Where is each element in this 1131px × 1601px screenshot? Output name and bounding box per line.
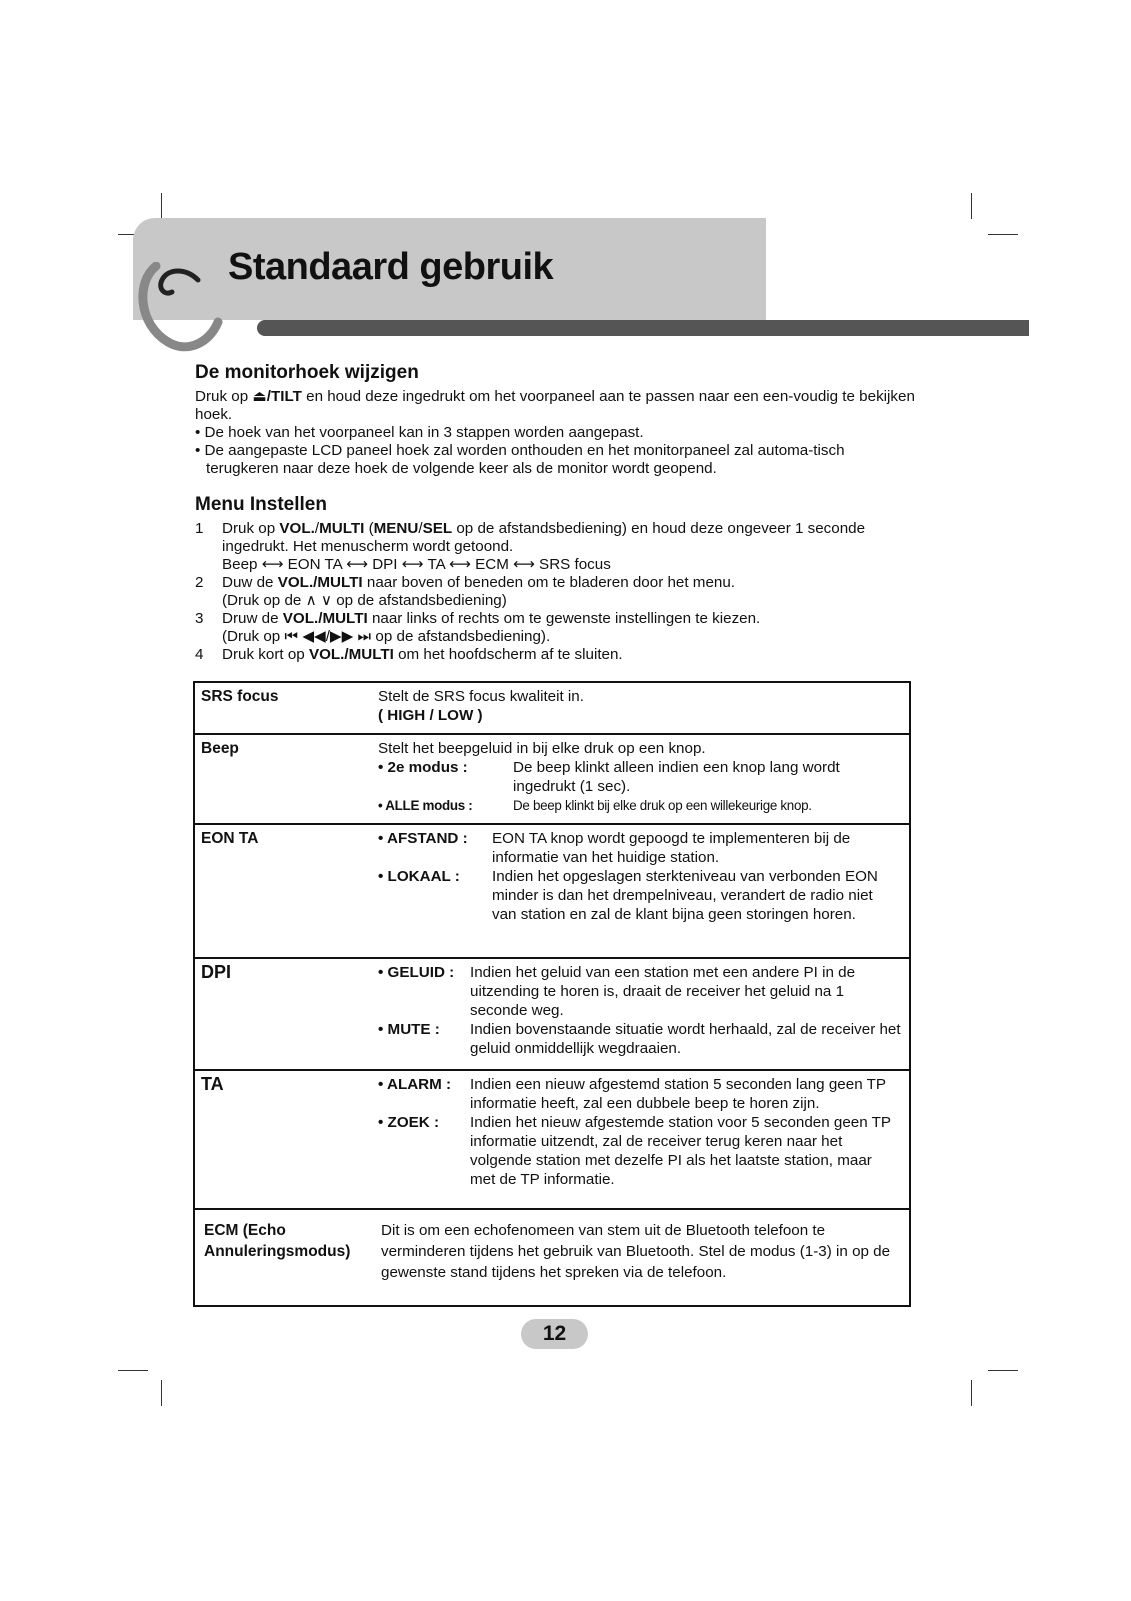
row-description <box>378 963 901 1058</box>
tilt-key: ⏏/TILT <box>252 388 302 405</box>
step-text <box>222 574 915 592</box>
option-value: Indien het opgeslagen sterkteniveau van verbonden EON minder is dan het drempelniveau, verandert de radio niet van station en zal de klant bijna geen storingen horen. <box>492 868 878 923</box>
crop-mark <box>988 234 1018 235</box>
option-key: • LOKAAL : <box>378 868 460 885</box>
option-key: • ALLE modus : <box>378 798 473 813</box>
row-options: ( HIGH / LOW ) <box>378 707 483 724</box>
row-description <box>378 687 901 725</box>
key-label: VOL./MULTI <box>277 574 363 591</box>
option-key: • GELUID : <box>378 964 455 981</box>
step-text-part: / <box>314 520 320 537</box>
table-row-dpi <box>195 959 909 1071</box>
step-text-part: naar links of rechts om te gewenste instellingen te kiezen. <box>367 610 761 627</box>
bullet-text: De hoek van het voorpaneel kan in 3 stappen worden aangepast. <box>204 424 644 441</box>
section-title-monitor: De monitorhoek wijzigen <box>195 362 419 383</box>
step-number: 3 <box>195 610 204 627</box>
row-label: DPI <box>201 962 232 982</box>
option-value: Indien een nieuw afgestemd station 5 seconden lang geen TP informatie heeft, zal een dubbele beep te horen zijn. <box>470 1076 886 1112</box>
bullet-item: • De aangepaste LCD paneel hoek zal worden onthouden en het monitorpaneel zal automa-tisch terugkeren naar deze hoek de volgende keer als de monitor wordt geopend. <box>195 442 845 477</box>
row-description <box>378 829 901 924</box>
swirl-icon <box>128 262 228 362</box>
bullet-item: • De hoek van het voorpaneel kan in 3 stappen worden aangepast. <box>195 424 644 441</box>
option-value: Indien het geluid van een station met een andere PI in de uitzending te horen is, draait de receiver het geluid na 1 seconde weg. <box>470 964 856 1019</box>
step-text-part: Druk kort op <box>222 646 309 663</box>
step-text-part: ( <box>364 520 374 537</box>
crop-mark <box>971 1380 972 1406</box>
step-text <box>222 520 915 556</box>
settings-table <box>193 681 911 1307</box>
step-text-part: Duw de <box>222 574 278 591</box>
row-label-line: ECM (Echo <box>204 1222 286 1239</box>
step-note: (Druk op de ∧ ∨ op de afstandsbediening) <box>222 592 507 609</box>
crop-mark <box>161 193 162 219</box>
option-item <box>378 1020 901 1058</box>
option-value: De beep klinkt alleen indien een knop lang wordt ingedrukt (1 sec). <box>513 759 840 795</box>
section-title-menu: Menu Instellen <box>195 494 327 515</box>
intro-text: en houd deze ingedrukt om het voorpaneel aan te passen naar een een-voudig te bekijken hoek. <box>195 388 915 423</box>
row-label-line: Annuleringsmodus) <box>204 1243 351 1260</box>
bullet-text: De aangepaste LCD paneel hoek zal worden onthouden en het monitorpaneel zal automa-tisch terugkeren naar deze hoek de volgende keer als de monitor wordt geopend. <box>204 442 845 477</box>
step-text-part: op de afstandsbediening) en houd deze ongeveer 1 seconde ingedrukt. Het menuscherm wordt getoond. <box>222 520 866 555</box>
row-label: SRS focus <box>201 688 279 705</box>
menu-steps <box>195 520 915 664</box>
step-item <box>195 646 915 664</box>
row-label <box>204 1220 350 1262</box>
monitor-intro <box>195 388 915 424</box>
step-text-part: om het hoofdscherm af te sluiten. <box>393 646 623 663</box>
option-item <box>378 867 901 924</box>
table-row-ta <box>195 1071 909 1210</box>
option-item <box>378 758 901 796</box>
table-row-eonta <box>195 825 909 959</box>
key-label: VOL./MULTI <box>282 610 368 627</box>
step-text-part: Druw de <box>222 610 283 627</box>
header-underline-bar <box>257 320 1029 336</box>
monitor-section-body <box>195 388 915 478</box>
menu-sequence: Beep ⟷ EON TA ⟷ DPI ⟷ TA ⟷ ECM ⟷ SRS focus <box>222 556 611 573</box>
table-row-srs <box>195 683 909 735</box>
key-label: MULTI <box>319 520 365 537</box>
key-label: VOL./MULTI <box>308 646 394 663</box>
page-number: 12 <box>521 1319 588 1349</box>
step-note: (Druk op ⏮ ◀◀/▶▶ ⏭ op de afstandsbediening). <box>222 628 551 645</box>
step-item <box>195 520 915 574</box>
table-row-ecm <box>195 1210 909 1305</box>
intro-text: Druk op <box>195 388 253 405</box>
option-item <box>378 1075 901 1113</box>
step-number: 1 <box>195 520 204 537</box>
step-item <box>195 610 915 646</box>
crop-mark <box>971 193 972 219</box>
step-text-part: Druk op <box>222 520 280 537</box>
row-text: Stelt het beepgeluid in bij elke druk op een knop. <box>378 740 706 757</box>
option-value: Indien het nieuw afgestemde station voor 5 seconden geen TP informatie uitzendt, zal de receiver terug keren naar het volgende station met dezelfe PI als het laatste station, maar met de TP informatie. <box>470 1114 891 1188</box>
step-text-part: naar boven of beneden om te bladeren door het menu. <box>362 574 736 591</box>
row-description <box>378 1075 901 1189</box>
step-item <box>195 574 915 610</box>
step-text <box>222 646 915 664</box>
row-text: Stelt de SRS focus kwaliteit in. <box>378 688 584 705</box>
key-label: SEL <box>422 520 453 537</box>
step-number: 2 <box>195 574 204 591</box>
row-description <box>378 739 901 815</box>
option-key: • AFSTAND : <box>378 830 468 847</box>
crop-mark <box>988 1370 1018 1371</box>
page-title: Standaard gebruik <box>228 246 554 288</box>
row-label: Beep <box>201 740 239 757</box>
option-value: EON TA knop wordt gepoogd te implementeren bij de informatie van het huidige station. <box>492 830 851 866</box>
row-text: Dit is om een echofenomeen van stem uit de Bluetooth telefoon te verminderen tijdens het gebruik van Bluetooth. Stel de modus (1-3) in op de gewenste stand tijdens het spreken via de telefoon. <box>381 1222 891 1281</box>
step-number: 4 <box>195 646 204 663</box>
option-item <box>378 829 901 867</box>
key-label: MENU <box>373 520 419 537</box>
option-key: • MUTE : <box>378 1021 440 1038</box>
step-text-part: / <box>418 520 423 537</box>
option-item <box>378 963 901 1020</box>
option-item <box>378 1113 901 1189</box>
step-text <box>222 610 915 628</box>
key-label: VOL. <box>279 520 315 537</box>
option-key: • ZOEK : <box>378 1114 440 1131</box>
table-row-beep <box>195 735 909 825</box>
option-value: De beep klinkt bij elke druk op een willekeurige knop. <box>513 798 812 813</box>
option-key: • ALARM : <box>378 1076 452 1093</box>
option-item <box>378 796 901 815</box>
crop-mark <box>118 1370 148 1371</box>
row-label: EON TA <box>201 830 259 847</box>
crop-mark <box>161 1380 162 1406</box>
option-key: • 2e modus : <box>378 759 468 776</box>
row-label: TA <box>201 1074 224 1094</box>
option-value: Indien bovenstaande situatie wordt herhaald, zal de receiver het geluid onmiddellijk wegdraaien. <box>470 1021 901 1057</box>
